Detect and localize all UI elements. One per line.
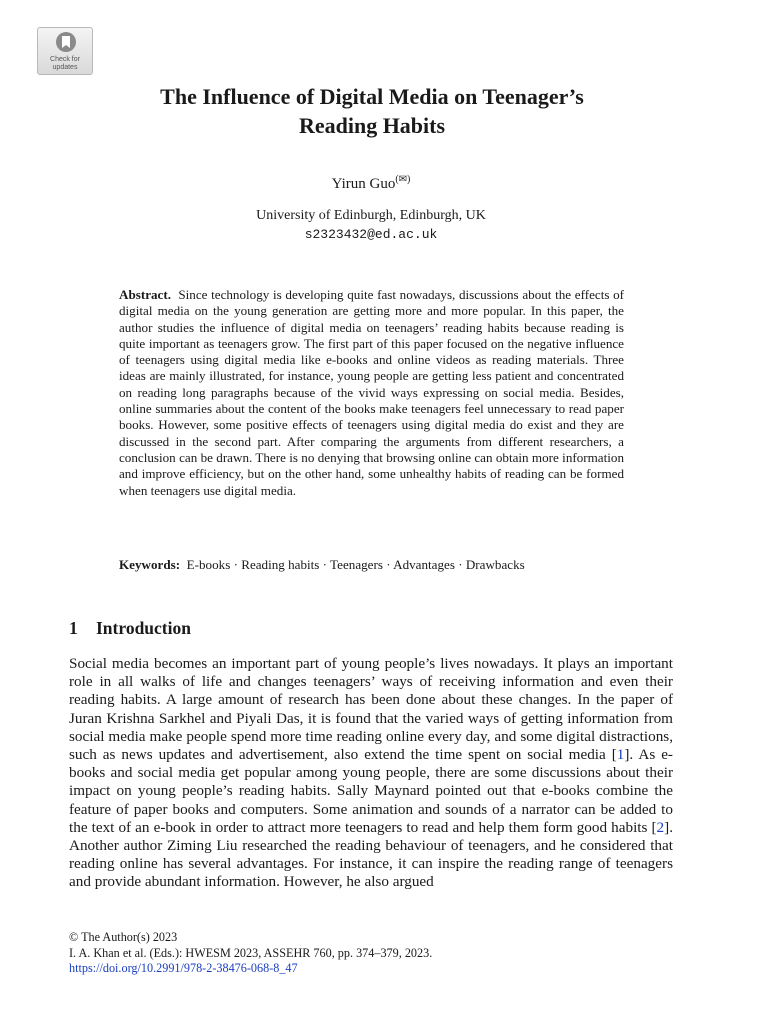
paper-title: [60, 82, 684, 140]
author-line: [0, 174, 742, 193]
title-line-2: Reading Habits: [298, 113, 446, 138]
citation-info: I. A. Khan et al. (Eds.): HWESM 2023, ASSEHR 760, pp. 374–379, 2023.: [69, 945, 433, 960]
title-line-1: The Influence of Digital Media on Teenager’s: [160, 84, 584, 109]
affiliation: University of Edinburgh, Edinburgh, UK: [256, 208, 486, 223]
keywords-text: E-books · Reading habits · Teenagers · Advantages · Drawbacks: [186, 557, 525, 572]
copyright: © The Author(s) 2023: [69, 930, 178, 944]
intro-text-3: ]. Another author Ziming Liu researched the reading behaviour of teenagers, and he considered that reading online has several advantages. For instance, it can inspire the reading range of teenagers and provide abundant information. However, he also argued: [69, 818, 673, 891]
affiliation-block: [0, 206, 742, 244]
citation-link-1[interactable]: 1: [616, 746, 625, 764]
introduction-paragraph: [69, 655, 673, 892]
keywords-label: Keywords:: [119, 557, 181, 572]
section-title: Introduction: [96, 618, 191, 638]
section-number: 1: [69, 618, 78, 638]
abstract-label: Abstract.: [119, 287, 171, 302]
email-icon[interactable]: (✉): [395, 174, 411, 185]
author-email[interactable]: s2323432@ed.ac.uk: [304, 227, 438, 242]
author-name: Yirun Guo: [331, 176, 396, 192]
abstract-text: Since technology is developing quite fast nowadays, discussions about the effects of digital media on the young generation are getting more and more popular. In this paper, the author studies the influence of digital media on teenagers’ reading habits because reading is quite important as teenagers grow. The first part of this paper focused on the negative influence of teenagers using digital media like e-books and online videos as reading materials. Three ideas are mainly illustrated, for instance, young people are getting less patient and concentrated on reading long paragraphs because of the vivid ways expressing on social media. Besides, online summaries about the content of the books make teenagers feel unnecessary to read paper books. However, some positive effects of teenagers using digital media do exist and they are discussed in the second part. After comparing the arguments from different researchers, a conclusion can be drawn. There is no denying that browsing online can obtain more information and improve efficiency, but on the other hand, some unhealthy habits of reading can be formed when teenagers use digital media.: [119, 287, 625, 498]
section-heading: [69, 618, 191, 639]
check-for-updates-badge[interactable]: [37, 27, 93, 75]
doi-link[interactable]: https://doi.org/10.2991/978-2-38476-068-8_47: [69, 961, 298, 975]
abstract: [119, 287, 624, 499]
footer: [69, 930, 432, 977]
citation-link-2[interactable]: 2: [656, 818, 665, 836]
bookmark-icon: [55, 31, 77, 55]
intro-text-2: ]. As e-books and social media get popular among young people, there are some discussions about their impact on young people’s reading habits. Sally Maynard pointed out that e-books combine the feature of paper books and computers. Some animation and sounds of a narrator can be added to the text of an e-book in order to attract more teenagers to read and help them form good habits [: [69, 746, 673, 836]
keywords: [119, 557, 639, 573]
intro-text-1: Social media becomes an important part of young people’s lives nowadays. It plays an important role in all walks of life and changes teenagers’ ways of receiving information and even their reading habits. A large amount of research has been done about these changes. In the paper of Juran Krishna Sarkhel and Piyali Das, it is found that the varied ways of getting information from social media make people spend more time reading online every day, and some digital distractions, such as news updates and advertisement, also extend the time spent on social media [: [69, 655, 673, 764]
badge-label: Check for updates: [50, 56, 80, 71]
